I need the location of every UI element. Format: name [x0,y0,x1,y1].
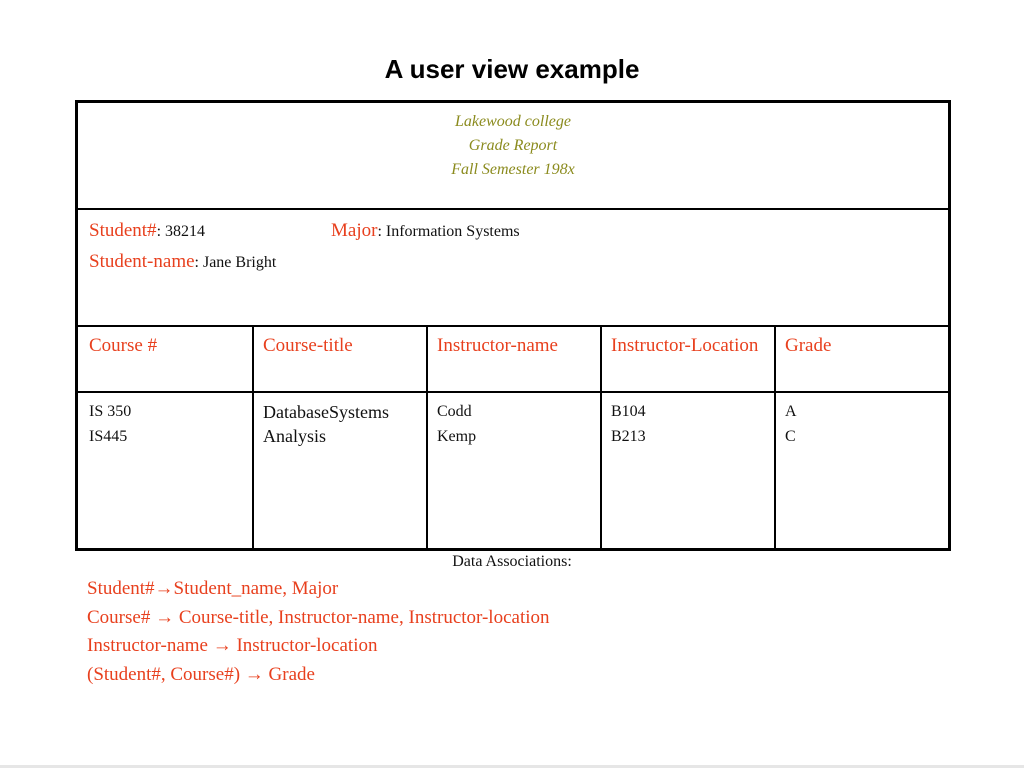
association-line: Instructor-name → Instructor-location [87,635,378,656]
header-row-divider [78,391,948,393]
student-name-label: Student-name [89,251,195,272]
grade-value: C [785,428,796,445]
course-value: IS 350 [89,403,132,420]
grade-value: A [785,403,797,420]
college-name: Lakewood college [455,113,571,130]
student-name [89,251,276,273]
column-header-grade: Grade [785,335,832,356]
instructor-value: Codd [437,403,472,420]
major [331,220,520,242]
instructor-cell [437,399,476,449]
column-instructor-name [426,327,602,548]
course-title-value: DatabaseSystems [263,402,389,422]
column-header-course: Course # [89,335,158,356]
association-line: (Student#, Course#) → Grade [87,664,315,685]
major-label: Major [331,220,378,241]
grade-cell [785,399,797,449]
course-value: IS445 [89,428,128,445]
column-course-title [252,327,428,548]
student-id [89,220,205,242]
location-cell [611,399,646,449]
column-course [78,327,254,548]
column-header-course-title: Course-title [263,335,353,356]
semester: Fall Semester 198x [451,161,575,178]
report-header [78,103,948,210]
grade-report-form [75,100,951,551]
course-cell [89,399,131,449]
instructor-value: Kemp [437,428,477,445]
association-line: Student#→Student_name, Major [87,578,339,599]
course-title-value: Analysis [263,426,326,446]
associations-title: Data Associations: [452,553,572,570]
association-line: Course# → Course-title, Instructor-name, Instructor-location [87,607,550,628]
column-grade [774,327,948,548]
column-instructor-location [600,327,776,548]
report-name: Grade Report [468,137,558,154]
student-name-value: : Jane Bright [194,254,277,271]
course-title-cell [263,400,389,448]
student-id-label: Student# [89,220,157,241]
location-value: B104 [611,403,646,420]
student-id-value: : 38214 [156,223,206,240]
major-value: : Information Systems [377,223,520,240]
column-header-instructor-location: Instructor-Location [611,335,759,356]
column-header-instructor-name: Instructor-name [437,335,558,356]
location-value: B213 [611,428,646,445]
page-title: A user view example [384,54,640,84]
